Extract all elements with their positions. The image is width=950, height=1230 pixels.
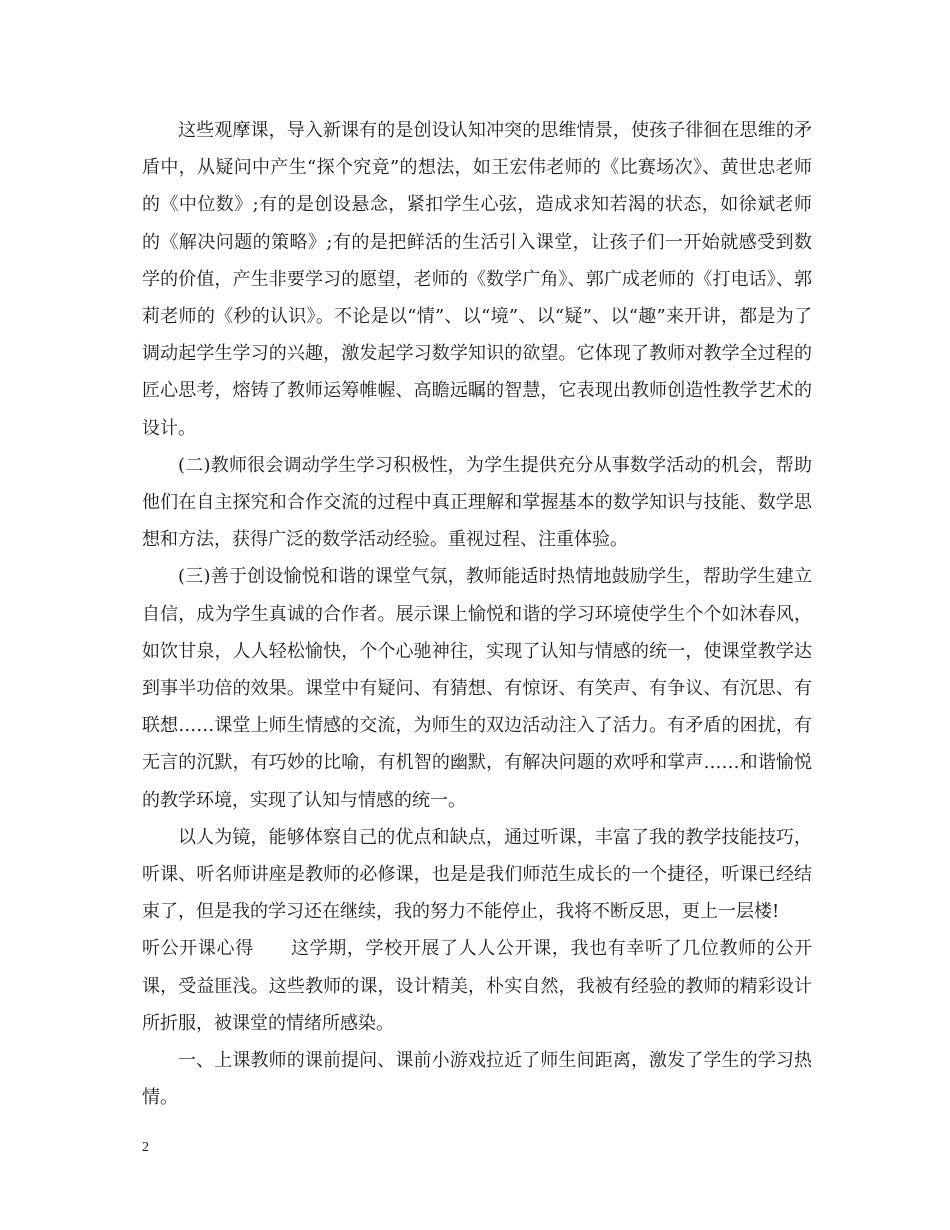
paragraph-observation-lessons: 这些观摩课，导入新课有的是创设认知冲突的思维情景，使孩子徘徊在思维的矛盾中，从疑问中产生“探个究竟”的想法，如王宏伟老师的《比赛场次》、黄世忠老师的《中位数》;有的是创设悬念，紧扣学生心弦，造成求知若渴的状态，如徐斌老师的《解决问题的策略》;有的是把鲜活的生活引入课堂，让孩子们一开始就感受到数学的价值，产生非要学习的愿望，老师的《数学广角》、郭广成老师的《打电话》、郭莉老师的《秒的认识》。不论是以“情”、以“境”、以“疑”、以“趣”来开讲，都是为了调动起学生学习的兴趣，激发起学习数学知识的欲望。它体现了教师对教学全过程的匠心思考，熔铸了教师运筹帷幄、高瞻远瞩的智慧，它表现出教师创造性教学艺术的设计。: [142, 120, 812, 439]
paragraph-classroom-atmosphere: (三)善于创设愉悦和谐的课堂气氛，教师能适时热情地鼓励学生，帮助学生建立自信，成为学生真诚的合作者。展示课上愉悦和谐的学习环境使学生个个如沐春风，如饮甘泉，人人轻松愉快，个个心驰神往，实现了认知与情感的统一，使课堂教学达到事半功倍的效果。课堂中有疑问、有猜想、有惊讶、有笑声、有争议、有沉思、有联想……课堂上师生情感的交流，为师生的双边活动注入了活力。有矛盾的困扰，有无言的沉默，有巧妙的比喻，有机智的幽默，有解决问题的欢呼和掌声……和谐愉悦的教学环境，实现了认知与情感的统一。: [142, 566, 812, 811]
paragraph-open-class-heading: 听公开课心得 这学期，学校开展了人人公开课，我也有幸听了几位教师的公开课，受益匪浅。这些教师的课，设计精美，朴实自然，我被有经验的教师的精彩设计所折服，被课堂的情绪所感染。: [142, 938, 812, 1034]
paragraph-student-motivation: (二)教师很会调动学生学习积极性，为学生提供充分从事数学活动的机会，帮助他们在自主探究和合作交流的过程中真正理解和掌握基本的数学知识与技能、数学思想和方法，获得广泛的数学活动经验。重视过程、注重体验。: [142, 454, 812, 551]
document-body: [142, 112, 812, 1116]
paragraph-pre-class-questions: 一、上课教师的课前提问、课前小游戏拉近了师生间距离，激发了学生的学习热情。: [142, 1050, 812, 1109]
page-number: 2: [142, 1140, 149, 1155]
paragraph-reflection: 以人为镜，能够体察自己的优点和缺点，通过听课，丰富了我的教学技能技巧，听课、听名师讲座是教师的必修课，也是是我们师范生成长的一个捷径，听课已经结束了，但是我的学习还在继续，我的努力不能停止，我将不断反思，更上一层楼!: [142, 826, 812, 923]
